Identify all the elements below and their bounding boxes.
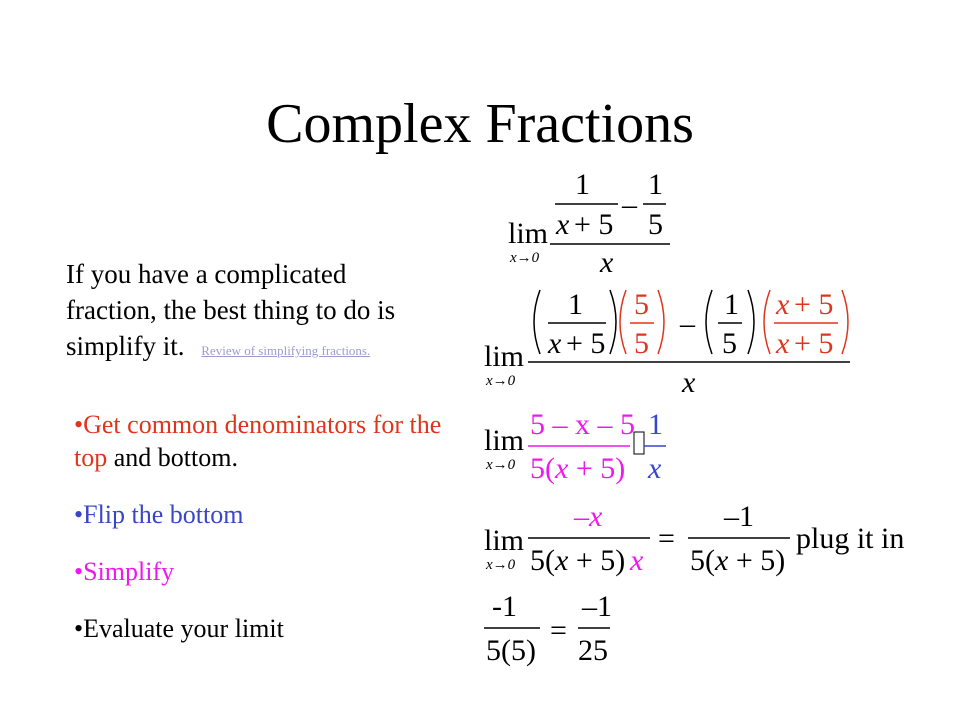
numerator-minus-one: –1 [582, 590, 612, 623]
missing-glyph-box [634, 432, 644, 454]
denominator-five: 5 [722, 327, 737, 360]
step-2-text: Flip the bottom [83, 500, 244, 529]
step-simplify: •Simplify [74, 557, 175, 586]
paren-right-b [748, 290, 754, 354]
magenta-numerator-neg-x: –x [574, 500, 603, 533]
red-numerator-x: x [776, 288, 790, 321]
expression-evaluated [484, 590, 612, 667]
step-4-text: Evaluate your limit [83, 614, 284, 643]
limit-symbol: lim [508, 217, 549, 250]
review-link[interactable]: Review of simplifying fractions. [201, 343, 371, 358]
limit-subscript: x→0 [486, 457, 516, 473]
main-denominator-x: x [682, 366, 696, 399]
paren-left-red [620, 290, 626, 354]
red-denominator-x: x [776, 327, 790, 360]
plug-it-in-text: plug it in [796, 522, 905, 555]
expression-simplified [484, 500, 904, 577]
numerator-minus-one: –1 [724, 500, 754, 533]
numerator-one-b: 1 [648, 168, 663, 201]
step-evaluate: •Evaluate your limit [74, 614, 284, 643]
expression-flipped [484, 408, 666, 485]
blue-denominator-x: x [648, 452, 662, 485]
paren-right-red [658, 290, 664, 354]
magenta-denominator-x: x [630, 544, 644, 577]
magenta-denominator: 5(x + 5) [530, 452, 626, 485]
expression-common-denominator [484, 288, 850, 399]
paren-right-red-b [842, 290, 848, 354]
paren-left-red-b [764, 290, 770, 354]
paren-left-b [706, 290, 712, 354]
denominator-five-paren-b: 5(x + 5) [690, 544, 786, 577]
paren-left [534, 290, 540, 354]
denominator-twenty-five: 25 [578, 634, 608, 667]
main-denominator-x: x [600, 246, 614, 279]
denominator-five-paren: 5(x + 5) [530, 544, 626, 577]
expression-original [508, 168, 670, 279]
denominator-x: x [548, 327, 562, 360]
limit-symbol: lim [484, 340, 525, 373]
limit-subscript: x→0 [486, 373, 516, 389]
intro-sentence: If you have a complicated fraction, the best thing to do is simplify it. [66, 259, 396, 361]
red-five-top: 5 [634, 288, 649, 321]
paren-right [610, 290, 616, 354]
plus-five: + 5 [574, 208, 614, 241]
red-numerator-plus-five: + 5 [794, 288, 834, 321]
step-1-highlight: Get common denominators for the top [74, 410, 442, 472]
minus-sign: – [680, 307, 695, 340]
limit-subscript: x→0 [486, 557, 516, 573]
minus-sign: – [622, 188, 637, 221]
step-3-text: Simplify [83, 557, 175, 586]
limit-subscript: x→0 [510, 250, 540, 266]
numerator-neg-one: -1 [492, 590, 517, 623]
denominator-five-of-five: 5(5) [486, 634, 536, 667]
numerator-one: 1 [568, 288, 583, 321]
limit-symbol: lim [484, 424, 525, 457]
magenta-numerator: 5 – x – 5 [530, 408, 635, 441]
denominator-five: 5 [648, 208, 663, 241]
blue-numerator-one: 1 [648, 408, 663, 441]
step-flip-bottom: •Flip the bottom [74, 500, 244, 529]
numerator-one: 1 [575, 168, 590, 201]
red-denominator-plus-five: + 5 [794, 327, 834, 360]
equals-sign: = [550, 614, 567, 647]
red-five-bottom: 5 [634, 327, 649, 360]
limit-symbol: lim [484, 524, 525, 557]
step-1-rest: and bottom. [107, 443, 238, 472]
plus-five: + 5 [566, 327, 606, 360]
slide-title: Complex Fractions [266, 93, 694, 155]
numerator-one-b: 1 [724, 288, 739, 321]
denominator-x: x [556, 208, 570, 241]
step-common-denominators: •Get common denominators for the top and bottom. [74, 410, 442, 472]
equals-sign: = [658, 522, 675, 555]
